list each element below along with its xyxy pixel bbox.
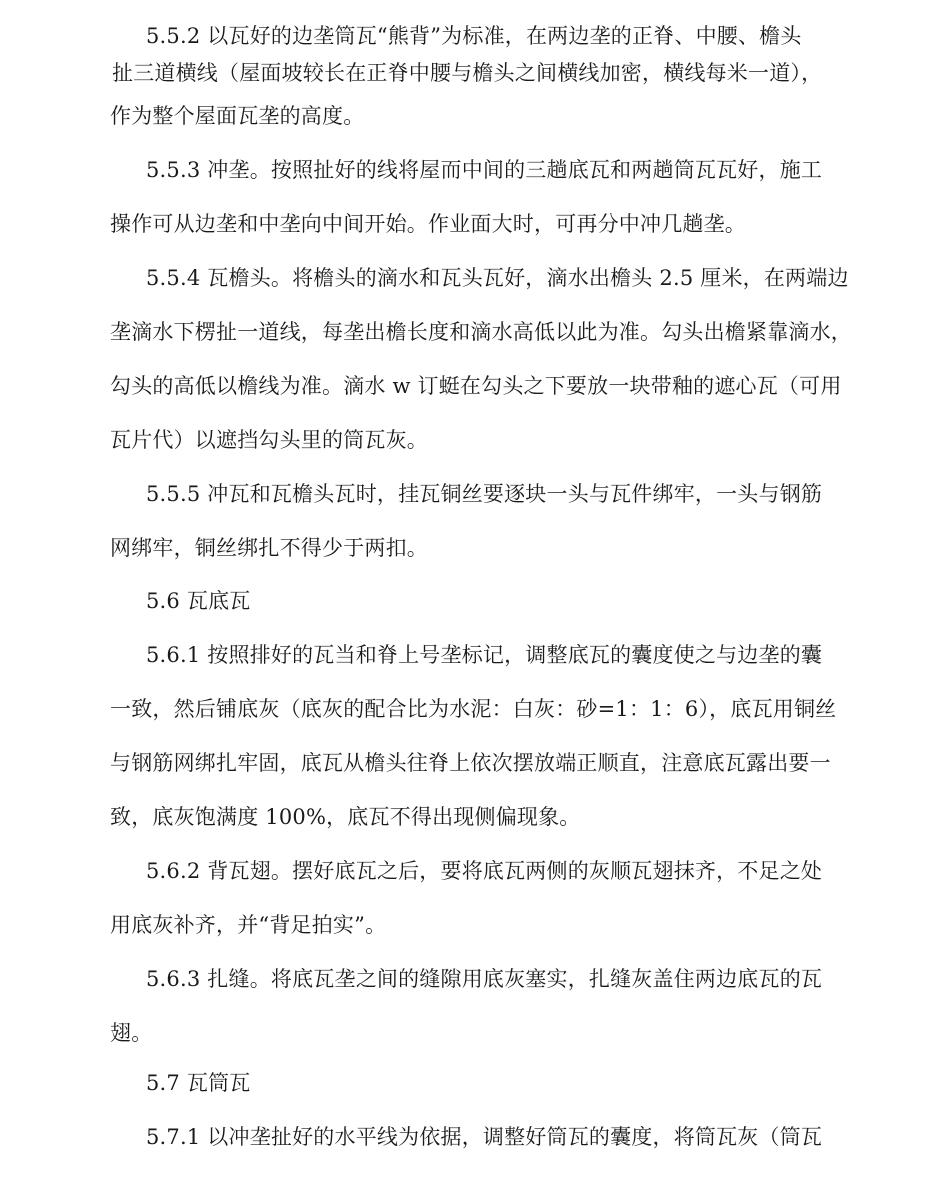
paragraph-5-5-4-line-4: 瓦片代）以遮挡勾头里的筒瓦灰。 — [110, 428, 428, 452]
paragraph-5-5-4-line-1: 5.5.4 瓦檐头。将檐头的滴水和瓦头瓦好，滴水出檐头 2.5 厘米，在两端边 — [146, 266, 849, 290]
paragraph-5-6-2-line-2: 用底灰补齐，并“背足拍实”。 — [110, 913, 387, 937]
paragraph-5-6-3-line-1: 5.6.3 扎缝。将底瓦垄之间的缝隙用底灰塞实，扎缝灰盖住两边底瓦的瓦 — [146, 967, 823, 991]
paragraph-5-6-1-line-1: 5.6.1 按照排好的瓦当和脊上号垄标记，调整底瓦的囊度使之与边垄的囊 — [146, 643, 823, 667]
paragraph-5-5-2-line-3: 作为整个屋面瓦垄的高度。 — [110, 104, 365, 128]
paragraph-5-5-3-line-1: 5.5.3 冲垄。按照扯好的线将屋而中间的三趟底瓦和两趟筒瓦瓦好，施工 — [146, 158, 823, 182]
paragraph-5-7-1-line-1: 5.7.1 以冲垄扯好的水平线为依据，调整好筒瓦的囊度，将筒瓦灰（筒瓦 — [146, 1125, 823, 1149]
paragraph-5-5-2-line-2: 扯三道横线（屋面坡较长在正脊中腰与檐头之间横线加密，横线每米一道）， — [112, 61, 823, 85]
section-heading-5-6: 5.6 瓦底瓦 — [146, 589, 251, 613]
paragraph-5-5-3-line-2: 操作可从边垄和中垄向中间开始。作业面大时，可再分中冲几趟垄。 — [110, 212, 746, 236]
paragraph-5-6-1-line-2: 一致，然后铺底灰（底灰的配合比为水泥：白灰：砂=1：1：6），底瓦用铜丝 — [110, 697, 837, 721]
paragraph-5-5-5-line-2: 网绑牢，铜丝绑扎不得少于两扣。 — [110, 536, 428, 560]
paragraph-5-5-4-line-3: 勾头的高低以檐线为准。滴水 w 订蜓在勾头之下要放一块带釉的遮心瓦（可用 — [110, 374, 842, 398]
paragraph-5-6-2-line-1: 5.6.2 背瓦翅。摆好底瓦之后，要将底瓦两侧的灰顺瓦翅抹齐，不足之处 — [146, 859, 823, 883]
paragraph-5-6-3-line-2: 翅。 — [110, 1021, 153, 1045]
paragraph-5-5-5-line-1: 5.5.5 冲瓦和瓦檐头瓦时，挂瓦铜丝要逐块一头与瓦件绑牢，一头与钢筋 — [146, 482, 823, 506]
paragraph-5-6-1-line-3: 与钢筋网绑扎牢固，底瓦从檐头往脊上依次摆放端正顺直，注意底瓦露出要一 — [110, 751, 831, 775]
section-heading-5-7: 5.7 瓦筒瓦 — [146, 1071, 251, 1095]
paragraph-5-6-1-line-4: 致，底灰饱满度 100%，底瓦不得出现侧偏现象。 — [110, 805, 581, 829]
paragraph-5-5-4-line-2: 垄滴水下楞扯一道线，每垄出檐长度和滴水高低以此为准。勾头出檐紧靠滴水， — [110, 320, 852, 344]
paragraph-5-5-2-line-1: 5.5.2 以瓦好的边垄筒瓦“熊背”为标准，在两边垄的正脊、中腰、檐头 — [146, 24, 802, 48]
